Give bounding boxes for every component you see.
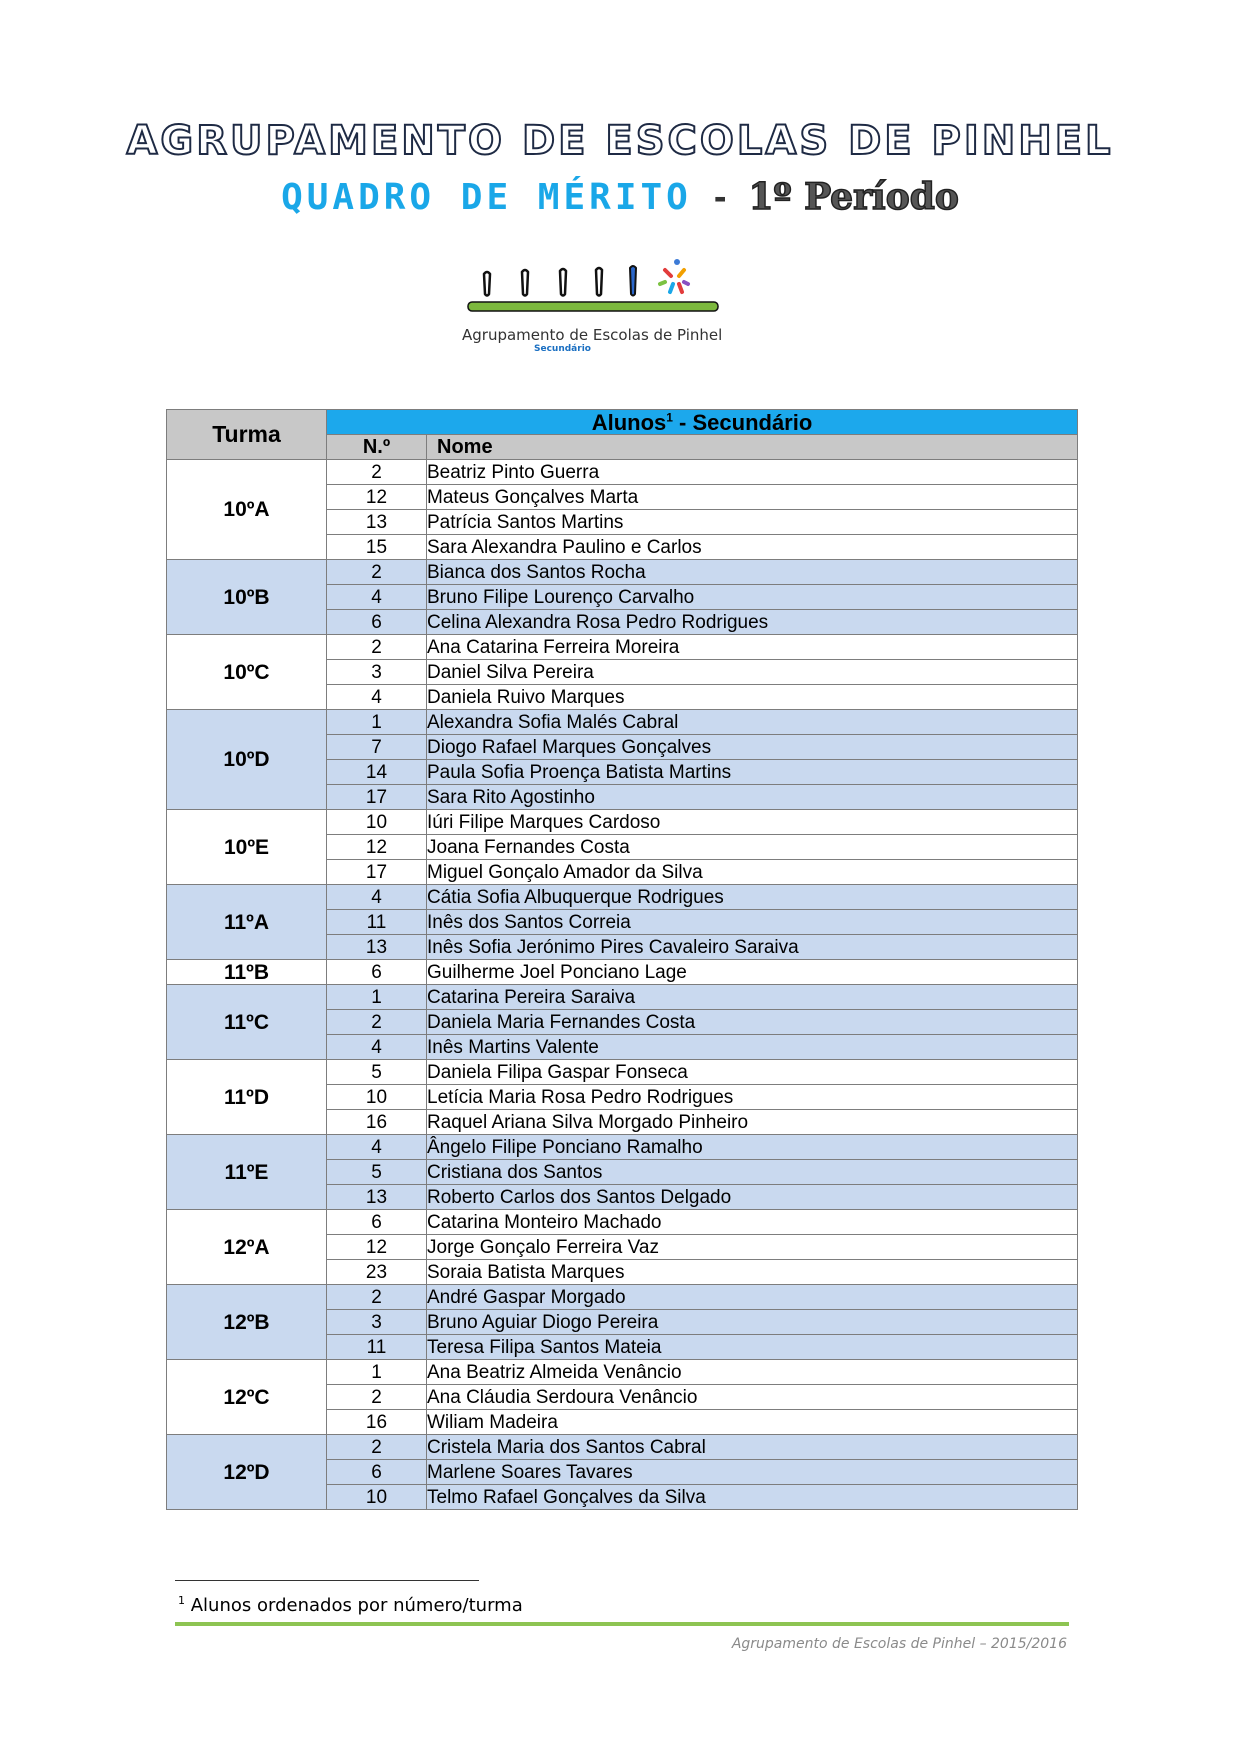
subtitle-separator: - (713, 176, 727, 218)
student-number: 6 (327, 1460, 427, 1485)
num-header: N.º (327, 435, 427, 460)
student-name: Daniela Filipa Gaspar Fonseca (427, 1060, 1078, 1085)
student-number: 12 (327, 1235, 427, 1260)
student-number: 4 (327, 585, 427, 610)
student-number: 11 (327, 1335, 427, 1360)
alunos-header (327, 410, 1078, 435)
table-row (167, 1360, 1078, 1385)
student-number: 5 (327, 1060, 427, 1085)
turma-cell: 12ºC (167, 1360, 327, 1435)
footer-divider (175, 1622, 1069, 1626)
student-name: Inês dos Santos Correia (427, 910, 1078, 935)
student-name: Ana Beatriz Almeida Venâncio (427, 1360, 1078, 1385)
alunos-header-suffix: - Secundário (672, 409, 813, 435)
turma-header: Turma (167, 410, 327, 460)
student-name: Paula Sofia Proença Batista Martins (427, 760, 1078, 785)
student-number: 2 (327, 460, 427, 485)
student-name: Ana Catarina Ferreira Moreira (427, 635, 1078, 660)
turma-cell: 12ºA (167, 1210, 327, 1285)
student-number: 23 (327, 1260, 427, 1285)
student-name: Joana Fernandes Costa (427, 835, 1078, 860)
subtitle-period: 1º Período (748, 176, 959, 218)
student-number: 4 (327, 1135, 427, 1160)
student-number: 5 (327, 1160, 427, 1185)
student-name: Ângelo Filipe Ponciano Ramalho (427, 1135, 1078, 1160)
student-number: 2 (327, 560, 427, 585)
table-row (167, 1285, 1078, 1310)
student-name: Inês Sofia Jerónimo Pires Cavaleiro Saraiva (427, 935, 1078, 960)
table-row (167, 1210, 1078, 1235)
table-row (167, 985, 1078, 1010)
turma-cell: 10ºE (167, 810, 327, 885)
student-name: Catarina Pereira Saraiva (427, 985, 1078, 1010)
footnote-text: Alunos ordenados por número/turma (190, 1595, 523, 1616)
student-number: 4 (327, 1035, 427, 1060)
student-number: 2 (327, 635, 427, 660)
student-number: 13 (327, 1185, 427, 1210)
student-number: 16 (327, 1110, 427, 1135)
page-footer: Agrupamento de Escolas de Pinhel – 2015/2016 (731, 1636, 1067, 1652)
student-name: Cátia Sofia Albuquerque Rodrigues (427, 885, 1078, 910)
student-number: 6 (327, 610, 427, 635)
document-subtitle (0, 176, 1240, 219)
footnote-divider (175, 1580, 479, 1581)
student-number: 2 (327, 1385, 427, 1410)
turma-cell: 11ºC (167, 985, 327, 1060)
footnote-number: 1 (178, 1594, 185, 1607)
student-name: Jorge Gonçalo Ferreira Vaz (427, 1235, 1078, 1260)
turma-cell: 12ºB (167, 1285, 327, 1360)
merit-table-body (167, 460, 1078, 1510)
table-row (167, 885, 1078, 910)
logo-text: Agrupamento de Escolas de Pinhel (462, 326, 723, 344)
merit-table (166, 409, 1078, 1510)
student-name: Sara Alexandra Paulino e Carlos (427, 535, 1078, 560)
turma-cell: 12ºD (167, 1435, 327, 1510)
table-row (167, 1060, 1078, 1085)
table-row (167, 1135, 1078, 1160)
student-name: Bruno Filipe Lourenço Carvalho (427, 585, 1078, 610)
student-number: 2 (327, 1010, 427, 1035)
student-number: 1 (327, 985, 427, 1010)
table-row (167, 1435, 1078, 1460)
student-name: Raquel Ariana Silva Morgado Pinheiro (427, 1110, 1078, 1135)
logo-subtext: Secundário (534, 344, 591, 354)
turma-cell: 10ºD (167, 710, 327, 810)
document-title: AGRUPAMENTO DE ESCOLAS DE PINHEL (126, 118, 1114, 164)
student-number: 6 (327, 1210, 427, 1235)
student-name: Daniela Ruivo Marques (427, 685, 1078, 710)
turma-cell: 10ºA (167, 460, 327, 560)
table-row (167, 635, 1078, 660)
student-number: 16 (327, 1410, 427, 1435)
student-name: Telmo Rafael Gonçalves da Silva (427, 1485, 1078, 1510)
student-number: 1 (327, 710, 427, 735)
student-name: Miguel Gonçalo Amador da Silva (427, 860, 1078, 885)
student-number: 10 (327, 1485, 427, 1510)
student-name: Ana Cláudia Serdoura Venâncio (427, 1385, 1078, 1410)
student-name: Cristela Maria dos Santos Cabral (427, 1435, 1078, 1460)
student-number: 4 (327, 885, 427, 910)
student-name: Wiliam Madeira (427, 1410, 1078, 1435)
turma-cell: 10ºC (167, 635, 327, 710)
student-number: 17 (327, 785, 427, 810)
student-number: 13 (327, 935, 427, 960)
student-name: Alexandra Sofia Malés Cabral (427, 710, 1078, 735)
student-number: 12 (327, 835, 427, 860)
student-number: 11 (327, 910, 427, 935)
student-name: Patrícia Santos Martins (427, 510, 1078, 535)
student-number: 3 (327, 1310, 427, 1335)
table-row (167, 810, 1078, 835)
student-number: 7 (327, 735, 427, 760)
turma-cell: 11ºE (167, 1135, 327, 1210)
student-name: André Gaspar Morgado (427, 1285, 1078, 1310)
table-row (167, 560, 1078, 585)
turma-cell: 11ºA (167, 885, 327, 960)
student-name: Sara Rito Agostinho (427, 785, 1078, 810)
nome-header: Nome (427, 435, 1078, 460)
student-name: Catarina Monteiro Machado (427, 1210, 1078, 1235)
student-name: Inês Martins Valente (427, 1035, 1078, 1060)
student-name: Soraia Batista Marques (427, 1260, 1078, 1285)
student-number: 1 (327, 1360, 427, 1385)
student-name: Mateus Gonçalves Marta (427, 485, 1078, 510)
student-name: Bianca dos Santos Rocha (427, 560, 1078, 585)
table-row (167, 710, 1078, 735)
student-name: Marlene Soares Tavares (427, 1460, 1078, 1485)
student-name: Iúri Filipe Marques Cardoso (427, 810, 1078, 835)
student-number: 6 (327, 960, 427, 985)
alunos-header-label: Alunos (591, 409, 667, 435)
table-row (167, 460, 1078, 485)
student-number: 10 (327, 1085, 427, 1110)
table-row (167, 960, 1078, 985)
student-name: Daniela Maria Fernandes Costa (427, 1010, 1078, 1035)
student-name: Diogo Rafael Marques Gonçalves (427, 735, 1078, 760)
student-number: 2 (327, 1435, 427, 1460)
footnote-marker: 1 (666, 410, 673, 425)
student-name: Teresa Filipa Santos Mateia (427, 1335, 1078, 1360)
student-name: Bruno Aguiar Diogo Pereira (427, 1310, 1078, 1335)
footnote (178, 1595, 523, 1616)
student-name: Guilherme Joel Ponciano Lage (427, 960, 1078, 985)
student-name: Letícia Maria Rosa Pedro Rodrigues (427, 1085, 1078, 1110)
turma-cell: 10ºB (167, 560, 327, 635)
student-name: Roberto Carlos dos Santos Delgado (427, 1185, 1078, 1210)
student-number: 17 (327, 860, 427, 885)
turma-cell: 11ºD (167, 1060, 327, 1135)
student-number: 3 (327, 660, 427, 685)
student-name: Beatriz Pinto Guerra (427, 460, 1078, 485)
student-number: 14 (327, 760, 427, 785)
student-number: 15 (327, 535, 427, 560)
subtitle-quadro-merito: QUADRO DE MÉRITO (281, 177, 692, 218)
student-number: 10 (327, 810, 427, 835)
student-number: 12 (327, 485, 427, 510)
student-number: 13 (327, 510, 427, 535)
student-number: 4 (327, 685, 427, 710)
student-name: Cristiana dos Santos (427, 1160, 1078, 1185)
student-name: Daniel Silva Pereira (427, 660, 1078, 685)
student-number: 2 (327, 1285, 427, 1310)
turma-cell: 11ºB (167, 960, 327, 985)
student-name: Celina Alexandra Rosa Pedro Rodrigues (427, 610, 1078, 635)
